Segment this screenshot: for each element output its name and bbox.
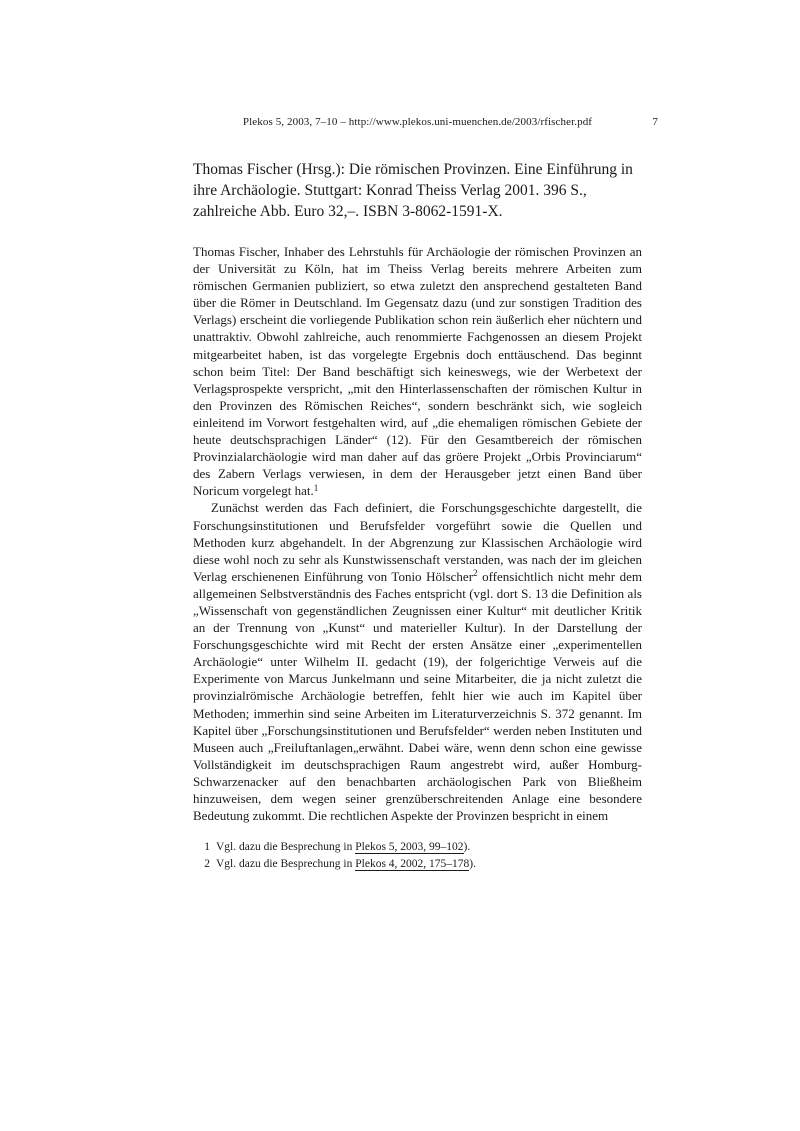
footnote-ref-2[interactable]: 2 (473, 568, 478, 579)
page-header (193, 116, 658, 129)
footnote-1-text: Vgl. dazu die Besprechung in (216, 841, 356, 854)
paragraph-2-text-continued: offensichtlich nicht mehr dem allgemeinen Selbstverständnis des Faches entspricht (vgl. dort S. 13 die Definition als „Wissenschaft von gegenständlichen Zeugnissen einer Kultur“ mit deutlicher Kritik an der Trennung von „Kunst“ und materieller Kultur). In der Darstellung der Forschungsgeschichte wird mit Recht der ersten Ansätze einer „experimentellen Archäologie“ unter Wilhelm II. gedacht (19), der folgerichtige Verweis auf die Experimente von Marcus Junkelmann und seine Mitarbeiter, die ja nicht zuletzt die provinzialrömische Archäologie betreffen, fehlt hier wie auch im Kapitel über Methoden; immerhin sind seine Arbeiten im Literaturverzeichnis S. 372 genannt. Im Kapitel über „Forschungsinstitutionen und Berufsfelder“ werden neben Instituten und Museen auch „Freiluftanlagen„erwähnt. Dabei wäre, wenn denn schon eine gewisse Vollständigkeit im deutschsprachigen Raum angestrebt wird, außer Homburg-Schwarzenacker auf den benachbarten archäologischen Park von Bließheim hinzuweisen, dem wegen seiner grenzüberschreitenden Anlage eine besondere Bedeutung zukommt. Die rechtlichen Aspekte der Provinzen bespricht in einem (193, 568, 643, 824)
footnote-2 (193, 856, 642, 873)
paragraph-2 (193, 499, 642, 824)
paragraph-1 (193, 243, 642, 499)
footnote-2-text: Vgl. dazu die Besprechung in (216, 858, 356, 871)
journal-header-line: Plekos 5, 2003, 7–10 – http://www.plekos.uni-muenchen.de/2003/rfischer.pdf (242, 116, 593, 128)
page-number: 7 (652, 116, 658, 128)
footnote-1 (193, 839, 642, 856)
paragraph-1-text: Thomas Fischer, Inhaber des Lehrstuhls für Archäologie der römischen Provinzen an der Universität zu Köln, hat im Theiss Verlag bereits mehrere Arbeiten zum römischen Germanien publiziert, so etwa zuletzt den ansprechend gestalteten Band über die Römer in Deutschland. Im Gegensatz dazu (und zur sonstigen Tradition des Verlags) erscheint die vorliegende Publikation schon rein äußerlich eher nüchtern und unattraktiv. Obwohl zahlreiche, auch renommierte Fachgenossen an diesem Projekt mitgearbeitet haben, ist das vorgelegte Ergebnis doch enttäuschend. Das beginnt schon beim Titel: Der Band beschäftigt sich keineswegs, wie der Werbetext der Verlagsprospekte verspricht, „mit den Hinterlassenschaften der römischen Kultur in den Provinzen des Römischen Reiches“, sondern beschränkt sich, wie sogleich einleitend im Vorwort festgehalten wird, auf „die ehemaligen römischen Gebiete der heute deutschsprachigen Länder“ (12). Für den Gesamtbereich der römischen Provinzialarchäologie wird man daher auf das gröere Projekt „Orbis Provinciarum“ des Zabern Verlags verwiesen, in dem der Herausgeber jetzt einen Band über Noricum vorgelegt hat. (193, 244, 642, 499)
footnote-1-marker: 1 (204, 841, 210, 854)
footnote-2-marker: 2 (204, 858, 210, 871)
footnote-1-link[interactable]: Plekos 5, 2003, 99–102 (355, 841, 464, 854)
footnote-2-link[interactable]: Plekos 4, 2002, 175–178 (355, 858, 470, 871)
review-title: Thomas Fischer (Hrsg.): Die römischen Provinzen. Eine Einführung in ihre Archäologie. Stuttgart: Konrad Theiss Verlag 2001. 396 S., zahlreiche Abb. Euro 32,–. ISBN 3-8062-1591-X. (193, 161, 633, 220)
footnote-2-text-end: ). (469, 858, 477, 871)
footnote-1-text-end: ). (463, 841, 471, 854)
footnotes-block (193, 839, 642, 873)
footnote-ref-1[interactable]: 1 (313, 482, 319, 493)
paragraph-2-text: Zunächst werden das Fach definiert, die Forschungsgeschichte dargestellt, die Forschungsinstitutionen und Berufsfelder vorgeführt sowie die Quellen und Methoden kurz abgehandelt. In der Abgrenzung zur Klassischen Archäologie wird diese wohl noch zu sehr als Kunstwissenschaft verstanden, was nach der im gleichen Verlag erschienenen Einführung von Tonio Hölscher (193, 500, 642, 584)
